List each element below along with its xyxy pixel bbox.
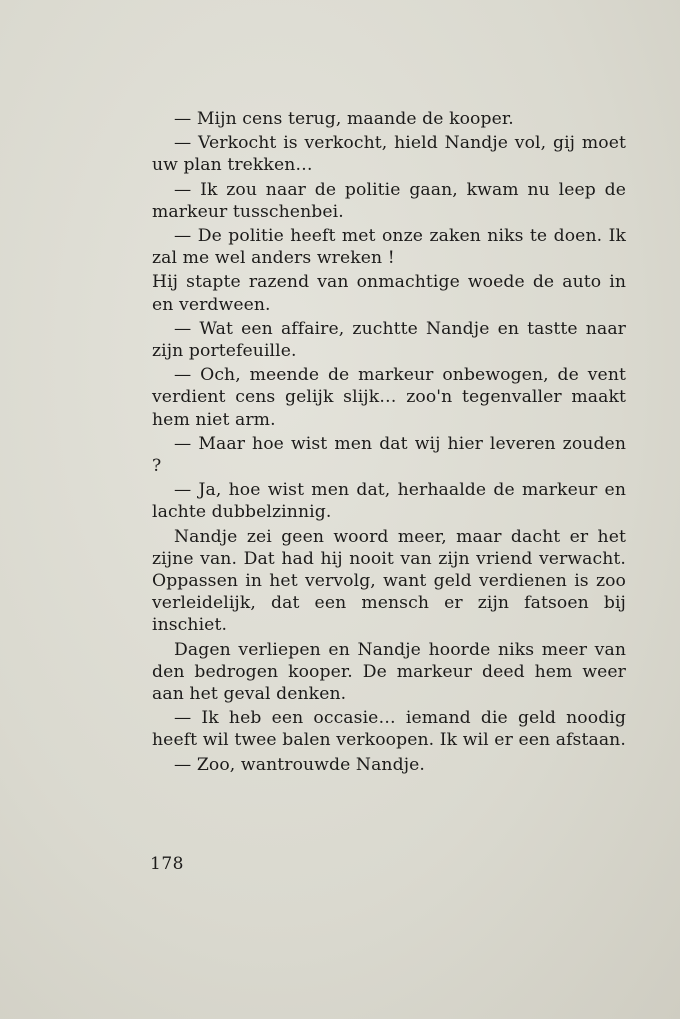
- paragraph: — De politie heeft met onze zaken niks te doen. Ik zal me wel anders wreken !: [152, 226, 626, 269]
- paragraph: Nandje zei geen woord meer, maar dacht er het zijne van. Dat had hij nooit van zijn vriend verwacht. Oppassen in het vervolg, want geld verdienen is zoo verleidelijk, dat een mensch er zijn fatsoen bij inschiet.: [152, 526, 626, 636]
- paragraph: — Maar hoe wist men dat wij hier leveren zouden ?: [152, 433, 626, 477]
- paragraph: — Och, meende de markeur onbewogen, de vent verdient cens gelijk slijk… zoo'n tegenvaller maakt hem niet arm.: [152, 365, 626, 430]
- page-number: 178: [150, 854, 184, 874]
- body-text: [152, 108, 626, 778]
- paragraph: — Ja, hoe wist men dat, herhaalde de markeur en lachte dubbelzinnig.: [152, 480, 626, 523]
- paragraph: — Ik zou naar de politie gaan, kwam nu leep de markeur tusschenbei.: [152, 179, 626, 222]
- paragraph: — Zoo, wantrouwde Nandje.: [174, 754, 425, 775]
- paragraph: Hij stapte razend van onmachtige woede de auto in en verdween.: [152, 272, 626, 315]
- paragraph: — Verkocht is verkocht, hield Nandje vol, gij moet uw plan trekken…: [152, 133, 626, 176]
- paragraph: — Ik heb een occasie… iemand die geld noodig heeft wil twee balen verkoopen. Ik wil er een afstaan.: [152, 708, 626, 751]
- paragraph: Dagen verliepen en Nandje hoorde niks meer van den bedrogen kooper. De markeur deed hem weer aan het geval denken.: [152, 639, 626, 705]
- paragraph: — Wat een affaire, zuchtte Nandje en tastte naar zijn portefeuille.: [152, 318, 626, 362]
- paragraph: — Mijn cens terug, maande de kooper.: [174, 109, 514, 129]
